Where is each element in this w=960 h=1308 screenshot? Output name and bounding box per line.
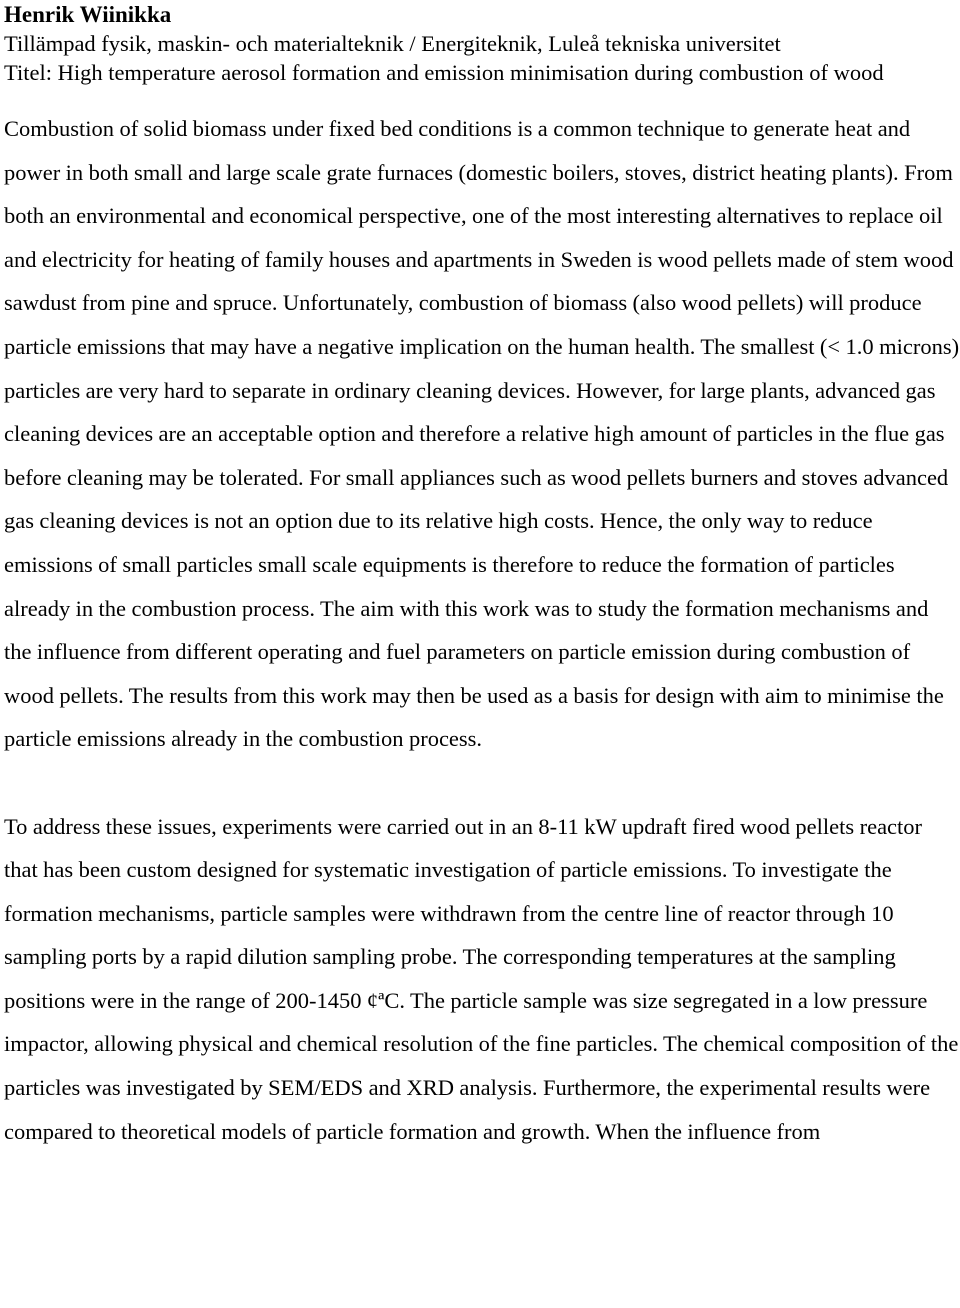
affiliation: Tillämpad fysik, maskin- och materialteknik / Energiteknik, Luleå tekniska universitet <box>4 31 781 56</box>
document-page <box>4 0 960 1153</box>
author-name: Henrik Wiinikka <box>4 2 172 27</box>
thesis-title: Titel: High temperature aerosol formation and emission minimisation during combustion of wood <box>4 60 884 85</box>
paragraph-method: To address these issues, experiments were carried out in an 8-11 kW updraft fired wood pellets reactor that has been custom designed for systematic investigation of particle emissions. To investigate the formation mechanisms, particle samples were withdrawn from the centre line of reactor through 10 sampling ports by a rapid dilution sampling probe. The corresponding temperatures at the sampling positions were in the range of 200-1450 ¢ªC. The particle sample was size segregated in a low pressure impactor, allowing physical and chemical resolution of the fine particles. The chemical composition of the particles was investigated by SEM/EDS and XRD analysis. Furthermore, the experimental results were compared to theoretical models of particle formation and growth. When the influence from <box>4 813 959 1144</box>
paragraph-intro: Combustion of solid biomass under fixed bed conditions is a common technique to generate heat and power in both small and large scale grate furnaces (domestic boilers, stoves, district heating plants). From both an environmental and economical perspective, one of the most interesting alternatives to replace oil and electricity for heating of family houses and apartments in Sweden is wood pellets made of stem wood sawdust from pine and spruce. Unfortunately, combustion of biomass (also wood pellets) will produce particle emissions that may have a negative implication on the human health. The smallest (< 1.0 microns) particles are very hard to separate in ordinary cleaning devices. However, for large plants, advanced gas cleaning devices are an acceptable option and therefore a relative high amount of particles in the flue gas before cleaning may be tolerated. For small appliances such as wood pellets burners and stoves advanced gas cleaning devices is not an option due to its relative high costs. Hence, the only way to reduce emissions of small particles small scale equipments is therefore to reduce the formation of particles already in the combustion process. The aim with this work was to study the formation mechanisms and the influence from different operating and fuel parameters on particle emission during combustion of wood pellets. The results from this work may then be used as a basis for design with aim to minimise the particle emissions already in the combustion process. <box>4 116 960 752</box>
